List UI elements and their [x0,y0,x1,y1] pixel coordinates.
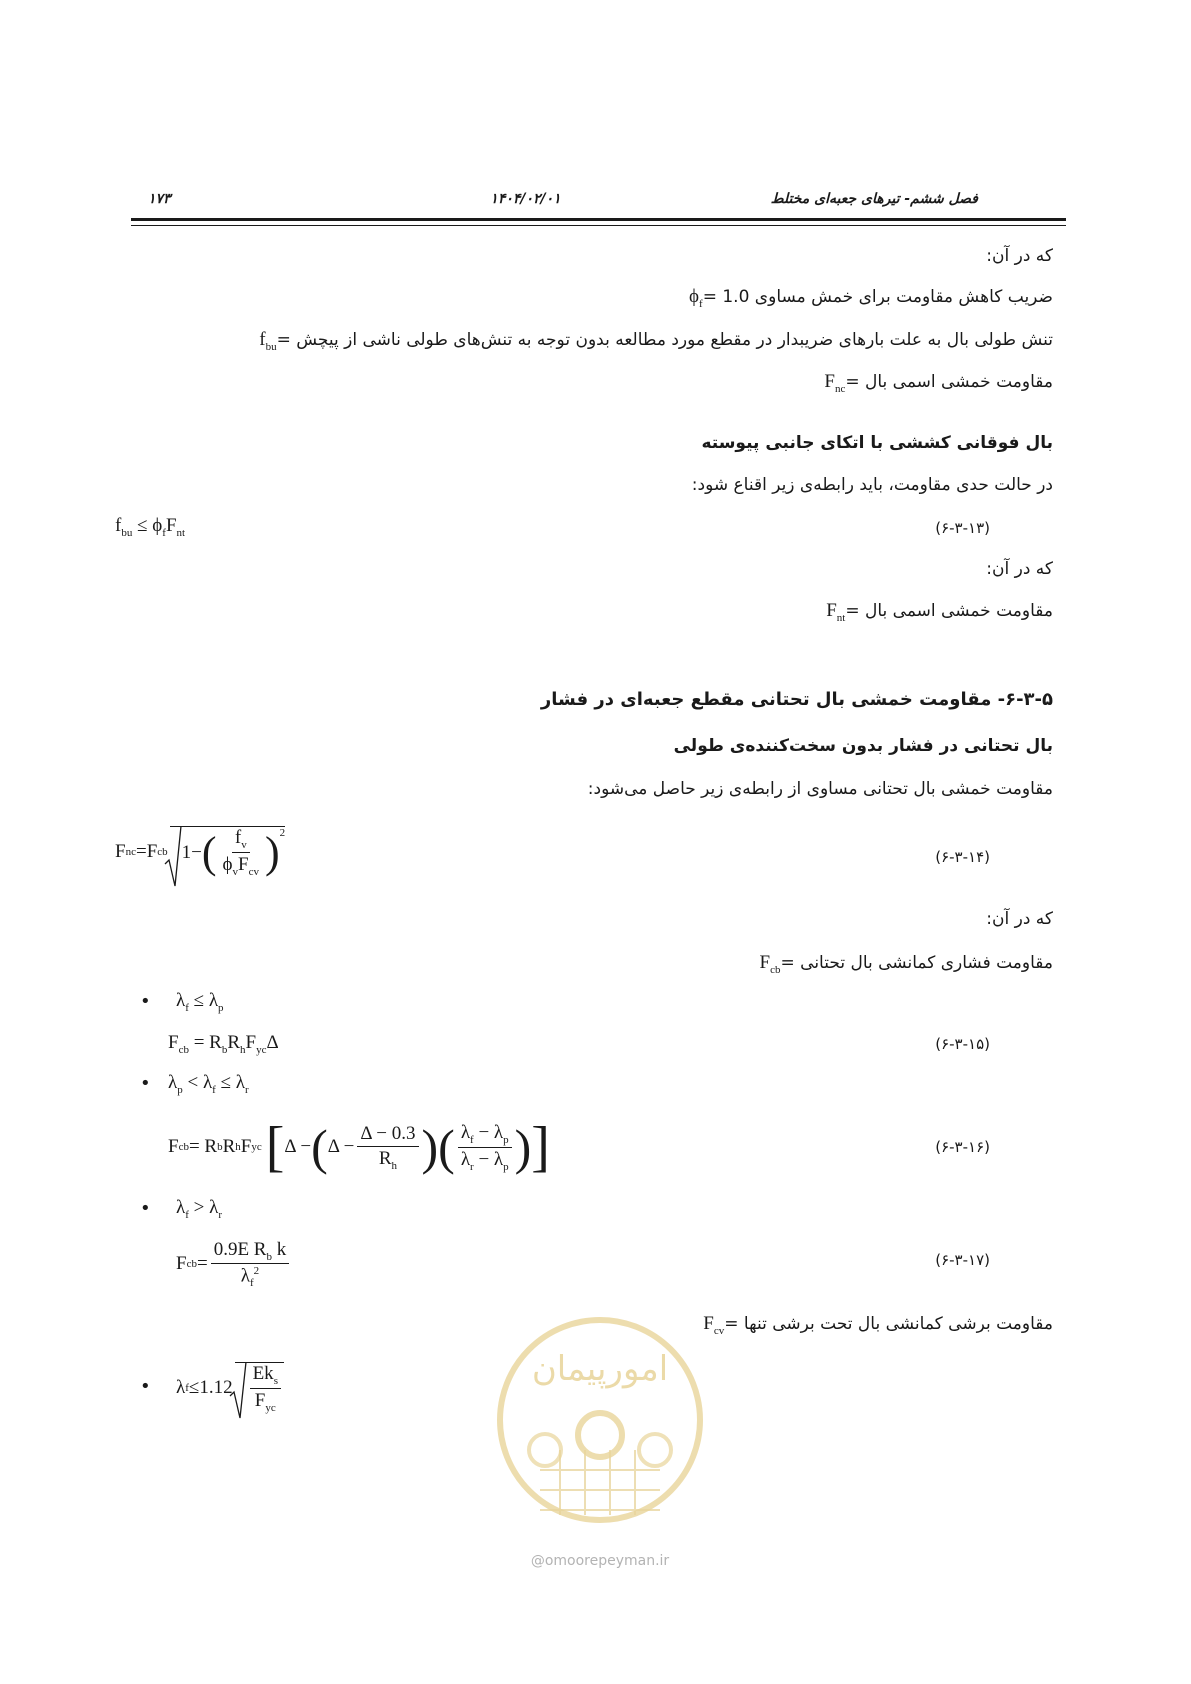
equation-6-3-13: $f_{bu} \le \phi_fF_{nt}$ [115,515,186,539]
definition-fcv: $F_{cv}=$ مقاومت برشی کمانشی بال تحت برشی تنها [703,1313,1053,1337]
equation-label-6-3-17: (۶-۳-۱۷) [935,1251,990,1269]
sqrt-radical: 1− ( $\frac{f_v}{\phi_vF_{cv}}$ ) $^2$ [170,826,286,878]
watermark-logo [490,1310,710,1560]
paren-close: ) [265,827,280,877]
symbol-fnc: $F_{nc}$ [824,371,846,395]
bracket-open: [ [265,1116,285,1178]
bullet-case-4: • [140,1376,151,1397]
bullet-case-3: • [140,1198,151,1219]
where-intro-3: که در آن: [986,909,1053,929]
page-number: ۱۷۳ [148,191,171,207]
symbol-phi-f: $\phi_f$ [689,286,703,310]
fraction-lambda-ratio: $\frac{\lambda_f - \lambda_p}{\lambda_r - \lambda_p}$ [458,1122,512,1173]
condition-case-3: $\lambda_f > \lambda_r$ [176,1197,222,1221]
where-intro-1: که در آن: [986,246,1053,266]
equation-6-3-17: F cb = $\frac{0.9E R_b k}{\lambda_f^2}$ [176,1234,292,1294]
equation-label-6-3-13: (۶-۳-۱۳) [935,519,990,537]
limit-state-text: در حالت حدی مقاومت، باید رابطه‌ی زیر اقناع شود: [691,475,1053,495]
definition-phi-f: $\phi_f=$ ضریب کاهش مقاومت برای خمش مساوی 1.0 [689,286,1053,310]
watermark-site: @omoorepeyman.ir [530,1553,670,1569]
definition-fnc: $F_{nc}=$ مقاومت خمشی اسمی بال [824,371,1053,395]
watermark-logo-text: امورپیمان [531,1349,669,1389]
definition-fbu: $f_{bu}=$ تنش طولی بال به علت بارهای ضریبدار در مقطع مورد مطالعه بدون توجه به تنش‌های طولی ناشی از پیچش [259,329,1053,353]
sqrt-sign [164,826,182,888]
symbol-fcb: $F_{cb}$ [759,952,781,976]
condition-case-4: λ f ≤1.12 $\frac{Ek_s}{F_{yc}}$ [176,1356,284,1420]
subheading-bottom-flange: بال تحتانی در فشار بدون سخت‌کننده‌ی طولی [673,736,1053,756]
condition-case-2: $\lambda_p < \lambda_f \le \lambda_r$ [168,1072,249,1096]
definition-fcb: $F_{cb}=$ مقاومت فشاری کمانشی بال تحتانی [759,952,1053,976]
definition-fnt: $F_{nt}=$ مقاومت خمشی اسمی بال [826,600,1053,624]
equation-6-3-15: $F_{cb} = R_bR_hF_{yc}\Delta$ [168,1032,279,1056]
paren-open: ( [201,827,217,877]
header-rule-thick [131,218,1066,221]
heading-top-flange-tension: بال فوقانی کششی با اتکای جانبی پیوسته [701,433,1053,453]
header-rule-thin [131,225,1066,226]
bullet-case-2: • [140,1073,151,1094]
paren-open-1: ( [311,1119,328,1175]
header-date: ۱۴۰۴/۰۲/۰۱ [490,191,561,207]
equation-6-3-16: F cb = R b R h F yc [ Δ − ( Δ − $\frac{\Delta - 0.3}{R_h}$ ) ( $\frac{\lambda_f - \lambda_p}{\lambda_r - \lambda_p}$ ) ] [168,1116,550,1178]
section-intro-text: مقاومت خمشی بال تحتانی مساوی از رابطه‌ی زیر حاصل می‌شود: [587,779,1053,799]
where-intro-2: که در آن: [986,559,1053,579]
bullet-case-1: • [140,991,151,1012]
equation-label-6-3-14: (۶-۳-۱۴) [935,848,990,866]
sqrt-sign-2 [229,1362,247,1420]
symbol-fcv: $F_{cv}$ [703,1313,725,1337]
symbol-fbu: $f_{bu}$ [259,329,277,353]
bracket-close: ] [531,1116,550,1178]
symbol-fnt: $F_{nt}$ [826,600,846,624]
fraction-fv-over-phivfcv: $\frac{f_v}{\phi_vF_{cv}}$ [222,827,260,878]
chapter-title: فصل ششم- تیرهای جعبه‌ای مختلط [770,191,978,207]
fraction-09erbk-over-lambda-sq: $\frac{0.9E R_b k}{\lambda_f^2}$ [211,1239,290,1290]
fraction-delta-minus-03-over-rh: $\frac{\Delta - 0.3}{R_h}$ [357,1123,418,1172]
paren-open-2: ( [438,1119,455,1175]
paren-close-1: ) [421,1119,439,1175]
paren-close-2: ) [514,1119,532,1175]
equation-6-3-14: F nc = F cb 1− ( $\frac{f_v}{\phi_vF_{cv}}$ ) $^2$ [115,817,285,887]
fraction-eks-over-fyc: $\frac{Ek_s}{F_{yc}}$ [250,1363,281,1414]
equation-label-6-3-16: (۶-۳-۱۶) [935,1138,990,1156]
equation-label-6-3-15: (۶-۳-۱۵) [935,1035,990,1053]
sqrt-radical-2 [235,1362,284,1414]
condition-case-1: $\lambda_f \le \lambda_p$ [176,990,224,1014]
section-heading-6-3-5: ۶-۳-۵- مقاومت خمشی بال تحتانی مقطع جعبه‌ای در فشار [540,689,1053,710]
